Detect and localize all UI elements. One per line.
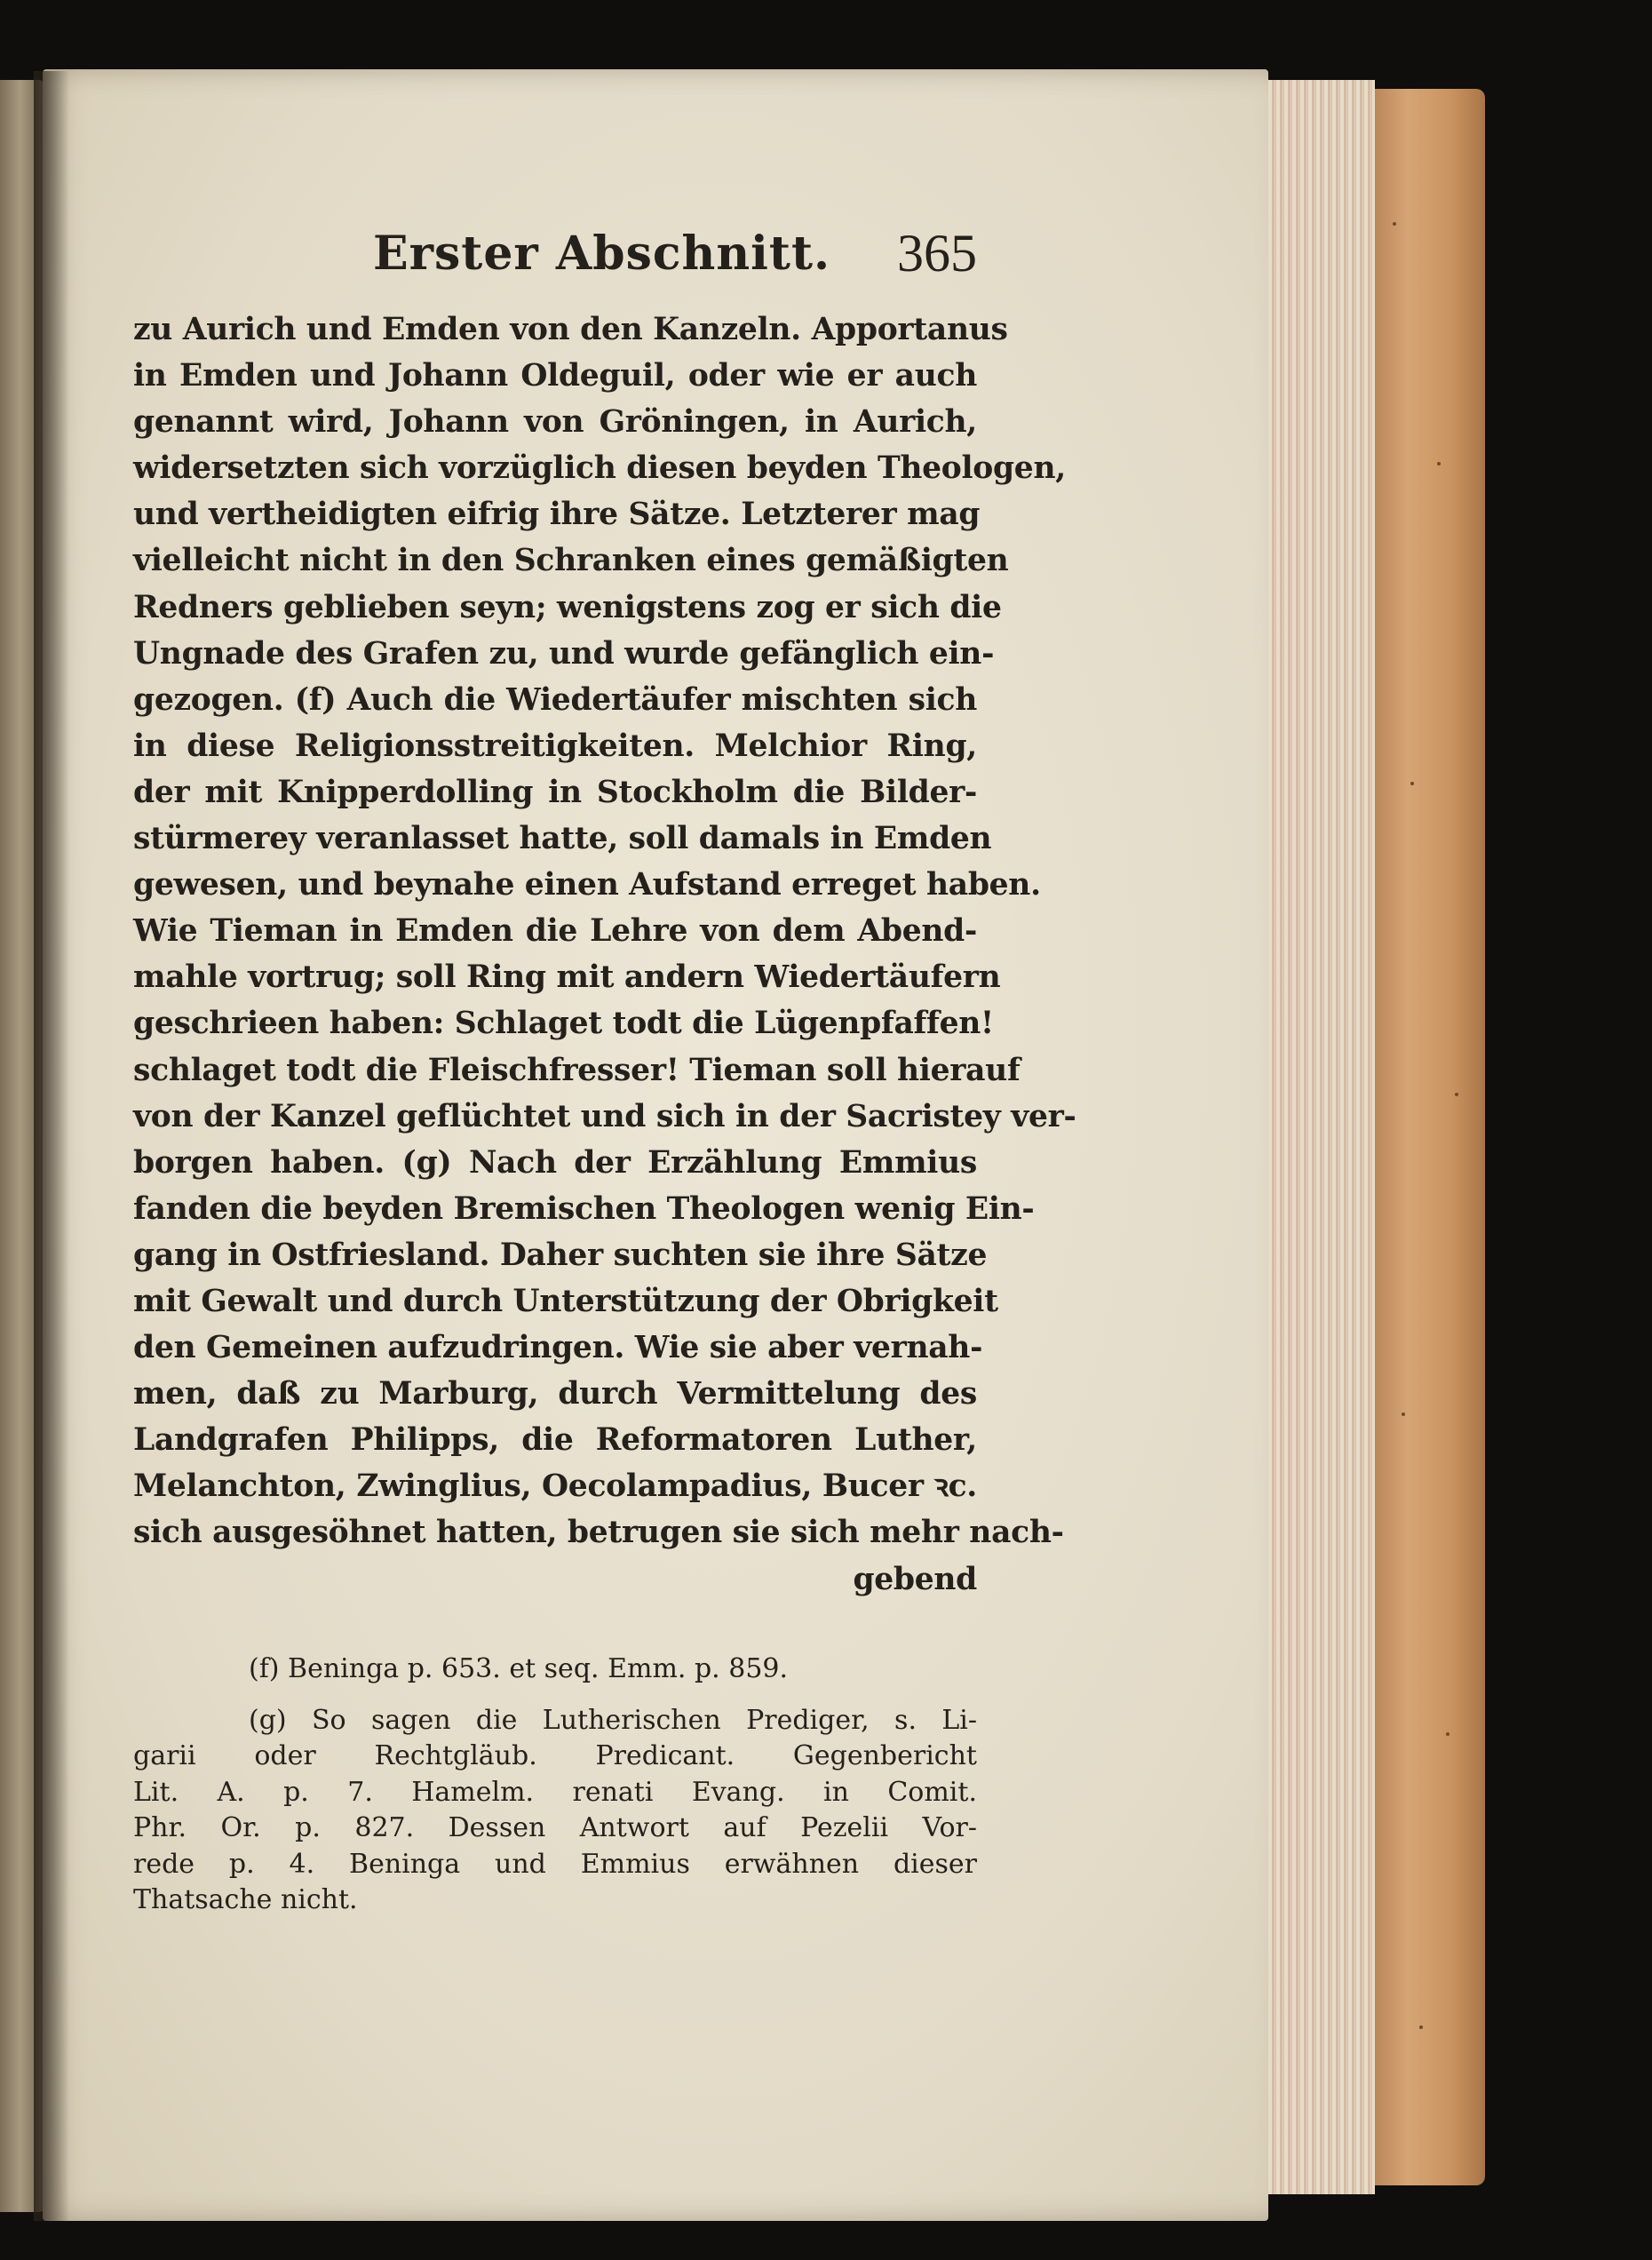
text-line: Wie Tieman in Emden die Lehre von dem Abend- (133, 913, 977, 950)
text-line: vielleicht nicht in den Schranken eines gemäßigten (133, 543, 1009, 579)
page-number: 365 (897, 224, 977, 282)
catchword: gebend (853, 1561, 977, 1597)
body-text (133, 306, 1076, 1603)
text-line: gewesen, und beynahe einen Aufstand erreget haben. (133, 867, 1041, 903)
text-line: mit Gewalt und durch Unterstützung der Obrigkeit (133, 1283, 998, 1319)
text-line: geschrieen haben: Schlaget todt die Lügenpfaffen! (133, 1006, 994, 1042)
section-title: Erster Abschnitt. (373, 227, 831, 281)
text-line: Melanchton, Zwinglius, Oecolampadius, Bucer ꝛc. (133, 1468, 977, 1505)
text-line: Ungnade des Grafen zu, und wurde gefänglich ein- (133, 635, 995, 672)
footnote-g-line: rede p. 4. Beninga und Emmius erwähnen dieser (133, 1848, 977, 1880)
text-line: mahle vortrug; soll Ring mit andern Wiedertäufern (133, 959, 1001, 996)
text-line: widersetzten sich vorzüglich diesen beyden Theologen, (133, 450, 1066, 487)
footnotes (133, 1651, 977, 1919)
text-line: und vertheidigten eifrig ihre Sätze. Letzterer mag (133, 497, 981, 533)
footnote-g-line: (g) So sagen die Lutherischen Prediger, s. Li- (249, 1704, 977, 1736)
text-line: in diese Religionsstreitigkeiten. Melchior Ring, (133, 728, 977, 764)
page-content (133, 224, 1076, 1919)
text-line: gezogen. (f) Auch die Wiedertäufer mischten sich (133, 681, 977, 718)
text-line: genannt wird, Johann von Gröningen, in Aurich, (133, 404, 977, 441)
text-line: fanden die beyden Bremischen Theologen wenig Ein- (133, 1190, 1035, 1227)
text-line: men, daß zu Marburg, durch Vermittelung des (133, 1376, 977, 1412)
footnote-g-line: Phr. Or. p. 827. Dessen Antwort auf Pezelii Vor- (133, 1812, 977, 1844)
footnote-g-line: Lit. A. p. 7. Hamelm. renati Evang. in Comit. (133, 1776, 977, 1808)
text-line: von der Kanzel geflüchtet und sich in der Sacristey ver- (133, 1098, 1076, 1134)
text-line: Landgrafen Philipps, die Reformatoren Luther, (133, 1422, 977, 1459)
running-head (133, 224, 977, 306)
text-line: zu Aurich und Emden von den Kanzeln. Apportanus (133, 312, 1008, 347)
book-cover-edge (1375, 89, 1485, 2185)
text-line: der mit Knipperdolling in Stockholm die Bilder- (133, 774, 977, 810)
text-line: schlaget todt die Fleischfresser! Tieman soll hierauf (133, 1052, 1021, 1088)
text-line: in Emden und Johann Oldeguil, oder wie er auch (133, 358, 977, 394)
footnote-g-line: garii oder Rechtgläub. Predicant. Gegenbericht (133, 1740, 977, 1772)
page-block-edge (1268, 80, 1375, 2194)
text-line: den Gemeinen aufzudringen. Wie sie aber vernah- (133, 1330, 983, 1366)
text-line: sich ausgesöhnet hatten, betrugen sie sich mehr nach- (133, 1515, 1064, 1551)
text-line: Redners geblieben seyn; wenigstens zog er sich die (133, 589, 1002, 625)
footnote-g-line: Thatsache nicht. (133, 1884, 358, 1916)
text-line: borgen haben. (g) Nach der Erzählung Emmius (133, 1144, 977, 1181)
text-line: gang in Ostfriesland. Daher suchten sie ihre Sätze (133, 1237, 988, 1273)
gutter-shadow (34, 71, 69, 2221)
footnote-f: (f) Beninga p. 653. et seq. Emm. p. 859. (249, 1652, 789, 1684)
text-line: stürmerey veranlasset hatte, soll damals in Emden (133, 821, 992, 857)
